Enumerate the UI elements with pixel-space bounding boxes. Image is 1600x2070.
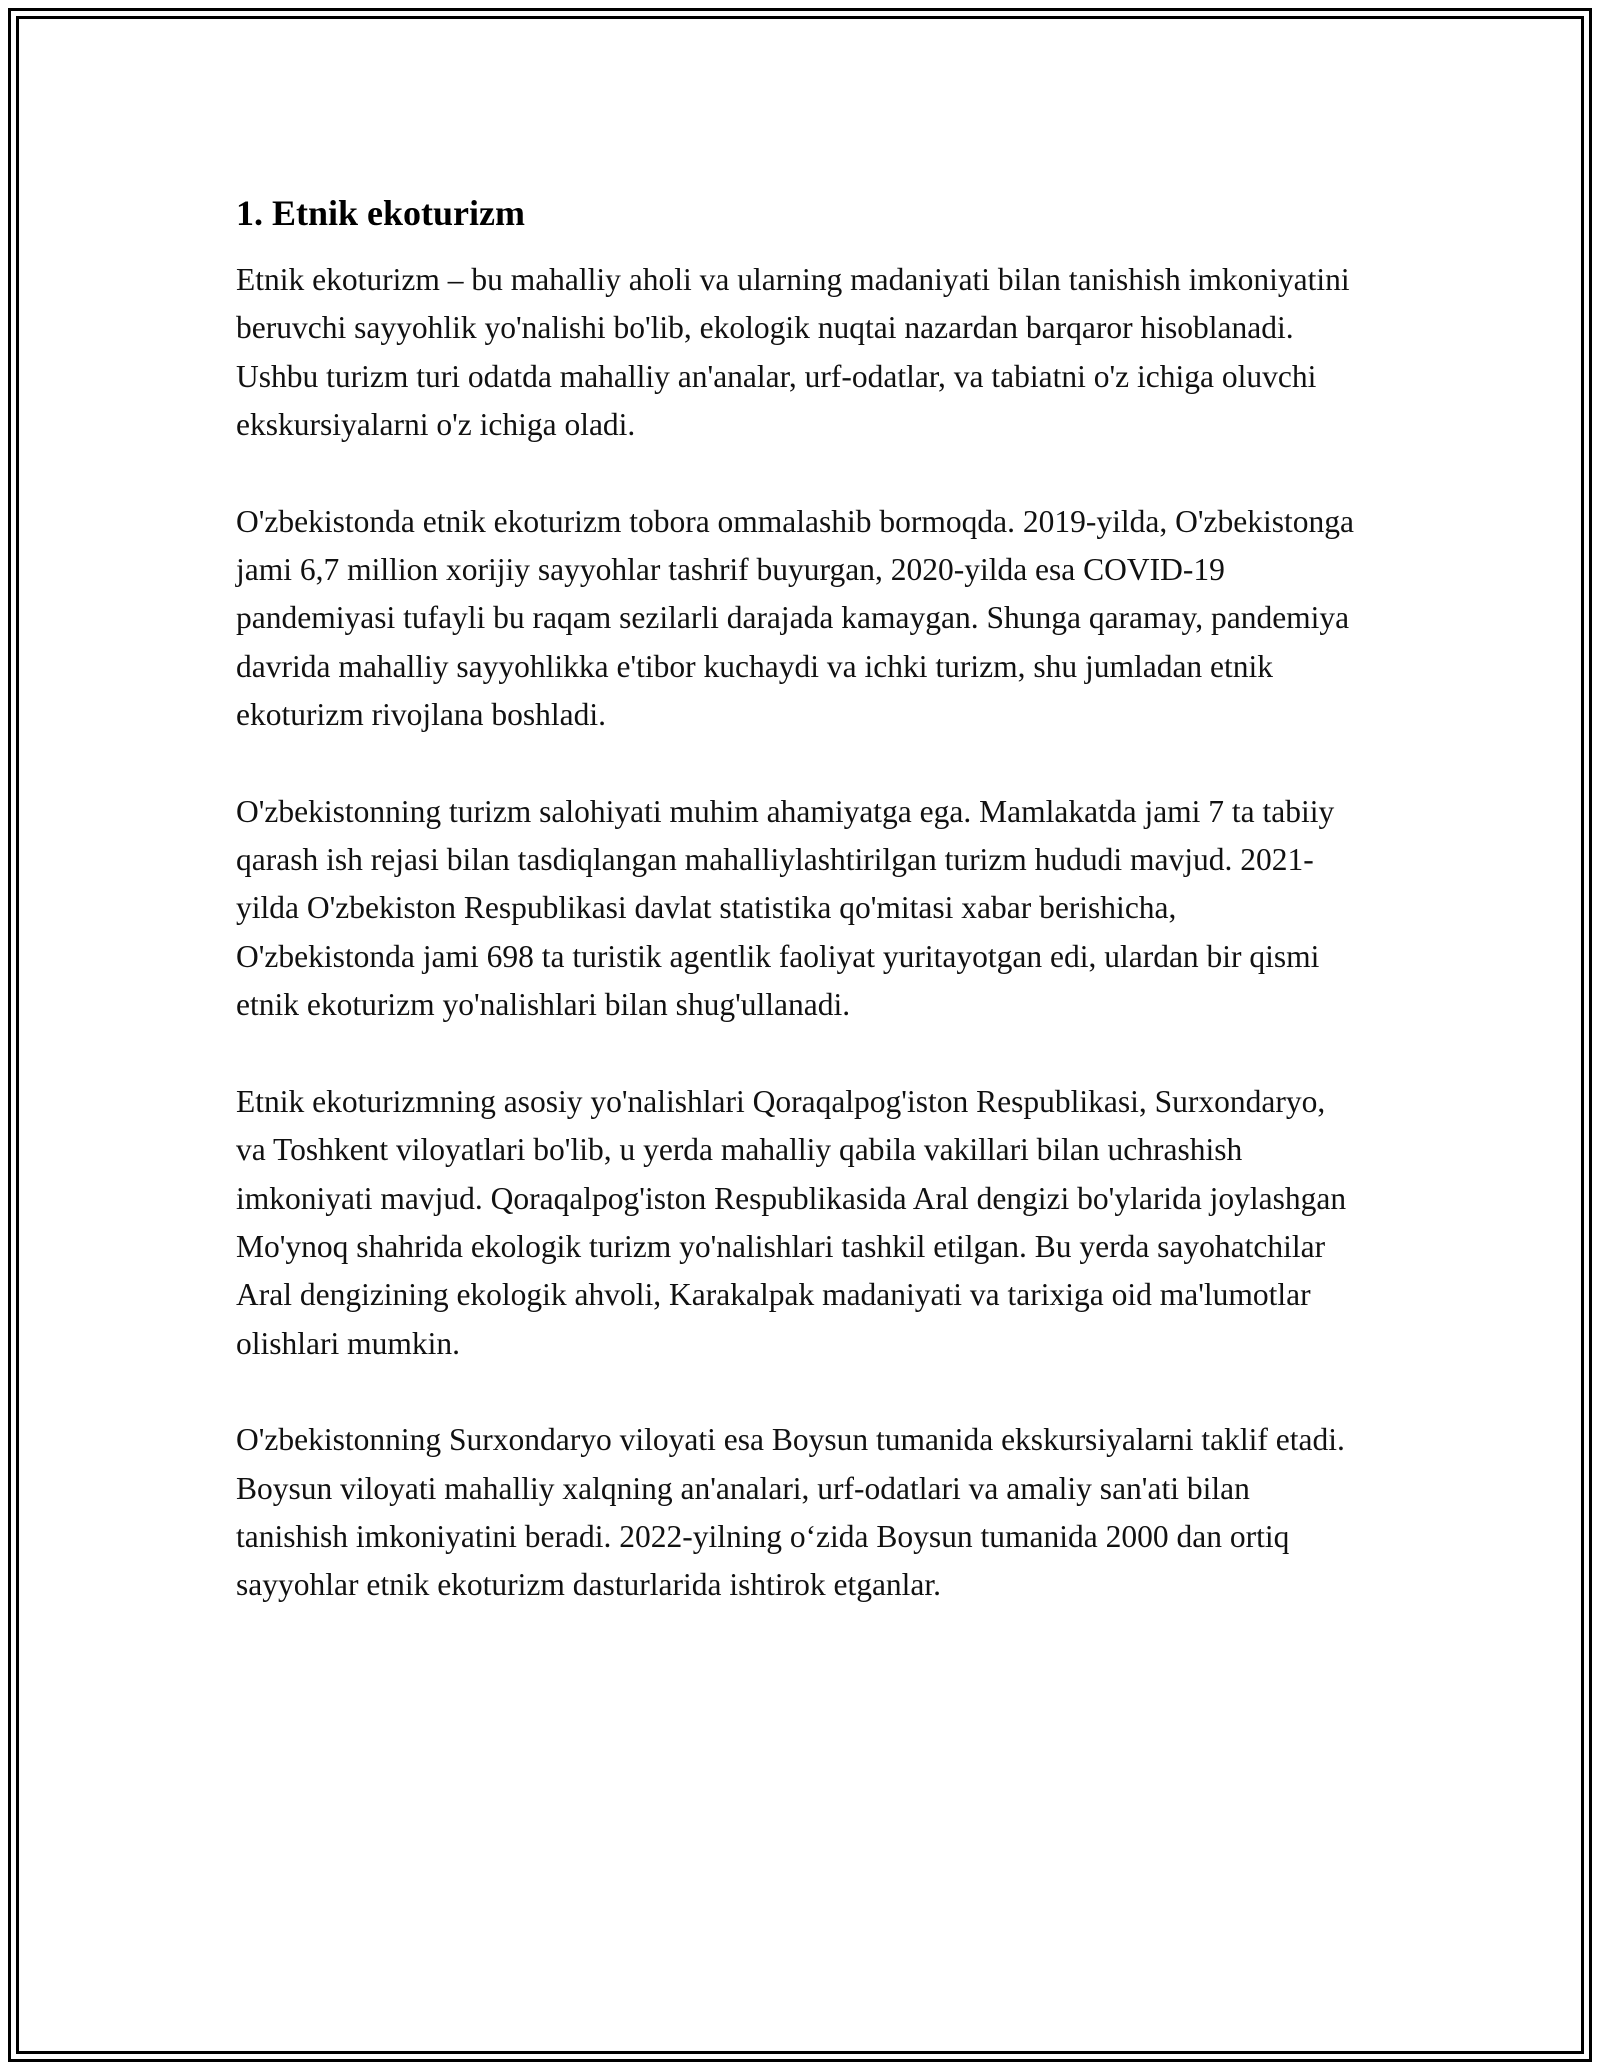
paragraph-5: O'zbekistonning Surxondaryo viloyati esa Boysun tumanida ekskursiyalarni taklif etadi. Boysun viloyati mahalliy xalqning an'analari, urf-odatlari va amaliy san'ati bilan tanishish imkoniyatini beradi. 2022-yilning o‘zida Boysun tumanida 2000 dan ortiq sayyohlar etnik ekoturizm dasturlarida ishtirok etganlar. <box>236 1422 1345 1603</box>
section-heading: 1. Etnik ekoturizm <box>236 193 526 233</box>
paragraph-1: Etnik ekoturizm – bu mahalliy aholi va ularning madaniyati bilan tanishish imkoniyatini beruvchi sayyohlik yo'nalishi bo'lib, ekologik nuqtai nazardan barqaror hisoblanadi. Ushbu turizm turi odatda mahalliy an'analar, urf-odatlar, va tabiatni o'z ichiga oluvchi ekskursiyalarni o'z ichiga oladi. <box>236 262 1350 443</box>
paragraph-2: O'zbekistonda etnik ekoturizm tobora ommalashib bormoqda. 2019-yilda, O'zbekistonga jami 6,7 million xorijiy sayyohlar tashrif buyurgan, 2020-yilda esa COVID-19 pandemiyasi tufayli bu raqam sezilarli darajada kamaygan. Shunga qaramay, pandemiya davrida mahalliy sayyohlikka e'tibor kuchaydi va ichki turizm, shu jumladan etnik ekoturizm rivojlana boshladi. <box>236 503 1354 733</box>
paragraph-4: Etnik ekoturizmning asosiy yo'nalishlari Qoraqalpog'iston Respublikasi, Surxondaryo, va Toshkent viloyatlari bo'lib, u yerda mahalliy qabila vakillari bilan uchrashish imkoniyati mavjud. Qoraqalpog'iston Respublikasida Aral dengizi bo'ylarida joylashgan Mo'ynoq shahrida ekologik turizm yo'nalishlari tashkil etilgan. Bu yerda sayohatchilar Aral dengizining ekologik ahvoli, Karakalpak madaniyati va tarixiga oid ma'lumotlar olishlari mumkin. <box>236 1083 1347 1361</box>
paragraph-3: O'zbekistonning turizm salohiyati muhim ahamiyatga ega. Mamlakatda jami 7 ta tabiiy qarash ish rejasi bilan tasdiqlangan mahalliylashtirilgan turizm hududi mavjud. 2021-yilda O'zbekiston Respublikasi davlat statistika qo'mitasi xabar berishicha, O'zbekistonda jami 698 ta turistik agentlik faoliyat yuritayotgan edi, ulardan bir qismi etnik ekoturizm yo'nalishlari bilan shug'ullanadi. <box>236 793 1335 1023</box>
document-body <box>236 186 1356 1658</box>
